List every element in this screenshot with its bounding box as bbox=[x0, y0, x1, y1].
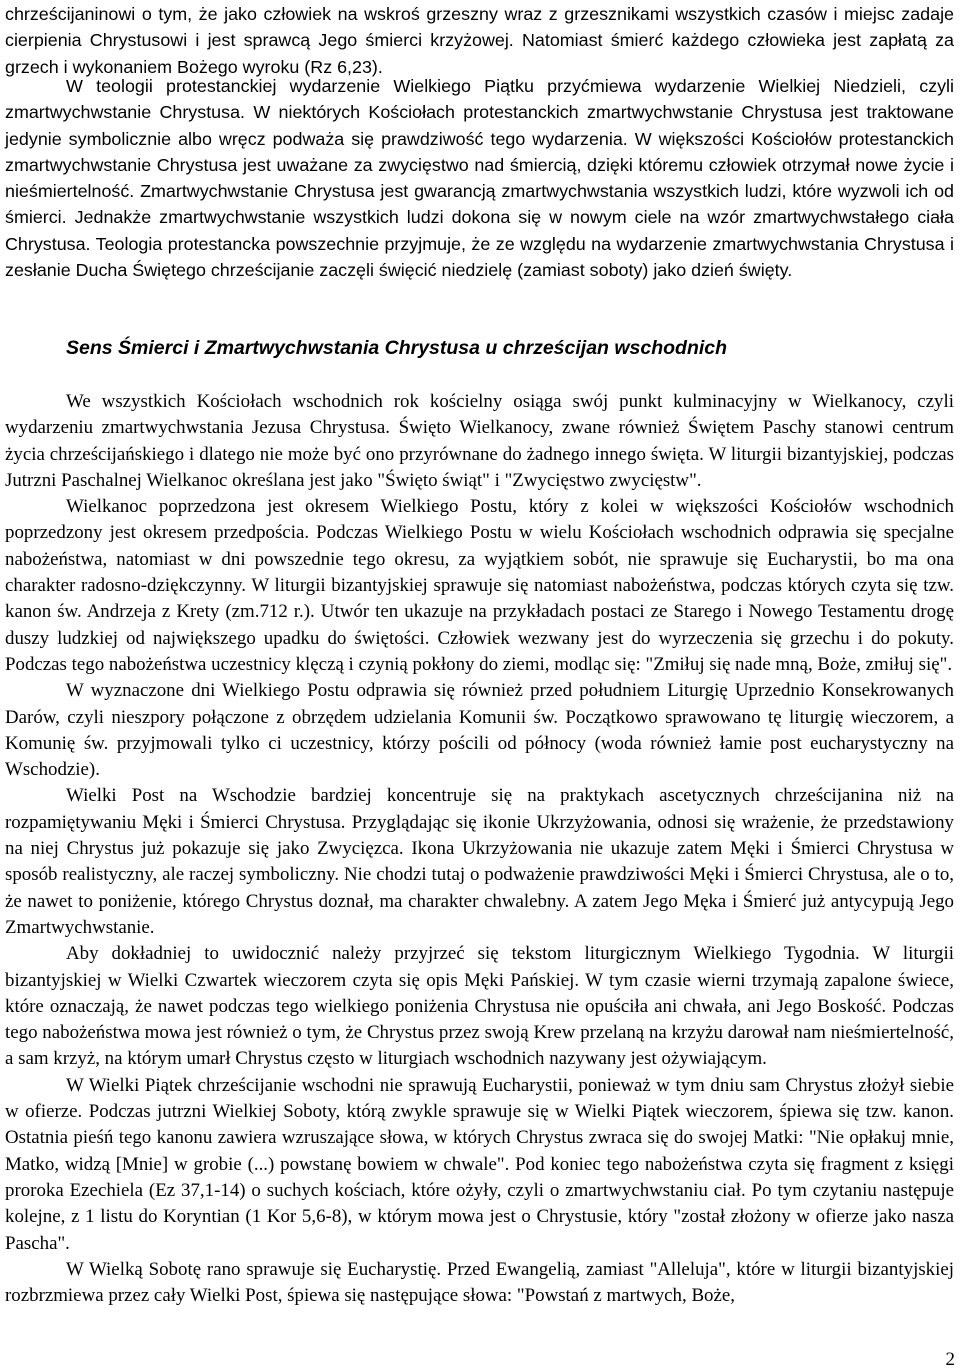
page-number: 2 bbox=[945, 1349, 955, 1370]
body-paragraph-1: We wszystkich Kościołach wschodnich rok kościelny osiąga swój punkt kulminacyjny w Wielkanocy, czyli wydarzeniu zmartwychwstania Jezusa Chrystusa. Święto Wielkanocy, zwane również Świętem Paschy stanowi centrum życia chrześcijańskiego i dlatego nie może być ono przyrównane do żadnego innego święta. W liturgii bizantyjskiej, podczas Jutrzni Paschalnej Wielkanoc określana jest jako "Święto świąt" i "Zwycięstwo zwycięstw". bbox=[5, 391, 954, 491]
body-paragraph-4: Wielki Post na Wschodzie bardziej koncentruje się na praktykach ascetycznych chrześcijanina niż na rozpamiętywaniu Męki i Śmierci Chrystusa. Przyglądając się ikonie Ukrzyżowania, odnosi się wrażenie, że przedstawiony na niej Chrystus już pokazuje się jako Zwycięzca. Ikona Ukrzyżowania nie ukazuje zatem Męki i Śmierci Chrystusa w sposób realistyczny, ale raczej symboliczny. Nie chodzi tutaj o podważenie prawdziwości Męki i Śmierci Chrystusa, ale o to, że nawet to poniżenie, którego Chrystus doznał, ma charakter chwalebny. A zatem Jego Męka i Śmierć już antycypują Jego Zmartwychwstanie. bbox=[5, 785, 954, 938]
body-paragraph-7: W Wielką Sobotę rano sprawuje się Eucharystię. Przed Ewangelią, zamiast "Alleluja", które w liturgii bizantyjskiej rozbrzmiewa przez cały Wielki Post, śpiewa się następujące słowa: "Powstań z martwych, Boże, bbox=[5, 1258, 954, 1307]
intro-paragraph-1: chrześcijaninowi o tym, że jako człowiek na wskroś grzeszny wraz z grzesznikami wszystkich czasów i miejsc zadaje cierpienia Chrystusowi i jest sprawcą Jego śmierci krzyżowej. Natomiast śmierć każdego człowieka jest zapłatą za grzech i wykonaniem Bożego wyroku (Rz 6,23). bbox=[5, 4, 954, 77]
body-paragraph-3: W wyznaczone dni Wielkiego Postu odprawia się również przed południem Liturgię Uprzednio Konsekrowanych Darów, czyli nieszpory połączone z obrzędem udzielania Komunii św. Początkowo sprawowano tę liturgię wieczorem, a Komunię św. przyjmowali tylko ci uczestnicy, którzy pościli od północy (woda również łamie post eucharystyczny na Wschodzie). bbox=[5, 680, 954, 781]
body-paragraph-6: W Wielki Piątek chrześcijanie wschodni nie sprawują Eucharystii, ponieważ w tym dniu sam Chrystus złożył siebie w ofierze. Podczas jutrzni Wielkiej Soboty, którą zwykle sprawuje się w Wielki Piątek wieczorem, śpiewa się tzw. kanon. Ostatnia pieśń tego kanonu zawiera wzruszające słowa, w których Chrystus zwraca się do swojej Matki: "Nie opłakuj mnie, Matko, widzą [Mnie] w grobie (...) powstanę bowiem w chwale". Pod koniec tego nabożeństwa czyta się fragment z księgi proroka Ezechiela (Ez 37,1-14) o suchych kościach, które ożyły, czyli o zmartwychwstaniu ciał. Po tym czytaniu następuje kolejne, z 1 listu do Koryntian (1 Kor 5,6-8), w którym mowa jest o Chrystusie, który "został złożony w ofierze jako nasza Pascha". bbox=[5, 1074, 954, 1254]
section-heading: Sens Śmierci i Zmartwychwstania Chrystusa u chrześcijan wschodnich bbox=[66, 337, 728, 359]
intro-paragraph-2: W teologii protestanckiej wydarzenie Wielkiego Piątku przyćmiewa wydarzenie Wielkiej Niedzieli, czyli zmartwychwstanie Chrystusa. W niektórych Kościołach protestanckich zmartwychwstanie Chrystusa jest traktowane jedynie symbolicznie albo wręcz podważa się prawdziwość tego wydarzenia. W większości Kościołów protestanckich zmartwychwstanie Chrystusa jest uważane za zwycięstwo nad śmiercią, dzięki któremu człowiek otrzymał nowe życie i nieśmiertelność. Zmartwychwstanie Chrystusa jest gwarancją zmartwychwstania wszystkich ludzi, które wyzwoli ich od śmierci. Jednakże zmartwychwstanie wszystkich ludzi dokona się w nowym ciele na wzór zmartwychwstałego ciała Chrystusa. Teologia protestancka powszechnie przyjmuje, że ze względu na wydarzenie zmartwychwstania Chrystusa i zesłanie Ducha Świętego chrześcijanie zaczęli święcić niedzielę (zamiast soboty) jako dzień święty. bbox=[5, 76, 954, 281]
body-paragraph-2: Wielkanoc poprzedzona jest okresem Wielkiego Postu, który z kolei w większości Kościołów wschodnich poprzedzony jest okresem przedpościa. Podczas Wielkiego Postu w wielu Kościołach wschodnich odprawia się specjalne nabożeństwa, natomiast w dni powszednie tego okresu, za wyjątkiem sobót, nie sprawuje się Eucharystii, bo ma ona charakter radosno-dziękczynny. W liturgii bizantyjskiej sprawuje się natomiast nabożeństwa, podczas których czyta się tzw. kanon św. Andrzeja z Krety (zm.712 r.). Utwór ten ukazuje na przykładach postaci ze Starego i Nowego Testamentu drogę duszy ludzkiej od największego upadku do świętości. Człowiek wezwany jest do wyrzeczenia się grzechu i do pokuty. Podczas tego nabożeństwa uczestnicy klęczą i czynią pokłony do ziemi, modląc się: "Zmiłuj się nade mną, Boże, zmiłuj się". bbox=[5, 496, 954, 675]
section-body bbox=[5, 389, 954, 1309]
body-paragraph-5: Aby dokładniej to uwidocznić należy przyjrzeć się tekstom liturgicznym Wielkiego Tygodnia. W liturgii bizantyjskiej w Wielki Czwartek wieczorem czyta się opis Męki Pańskiej. W tym czasie wierni trzymają zapalone świece, które oznaczają, że nawet podczas tego wielkiego poniżenia Chrystusa nie opuściła ani chwała, ani Jego Boskość. Podczas tego nabożeństwa mowa jest również o tym, że Chrystus przez swoją Krew przelaną na krzyżu darował nam nieśmiertelność, a sam krzyż, na którym umarł Chrystus często w liturgiach wschodnich nazywany jest ożywiającym. bbox=[5, 943, 954, 1070]
